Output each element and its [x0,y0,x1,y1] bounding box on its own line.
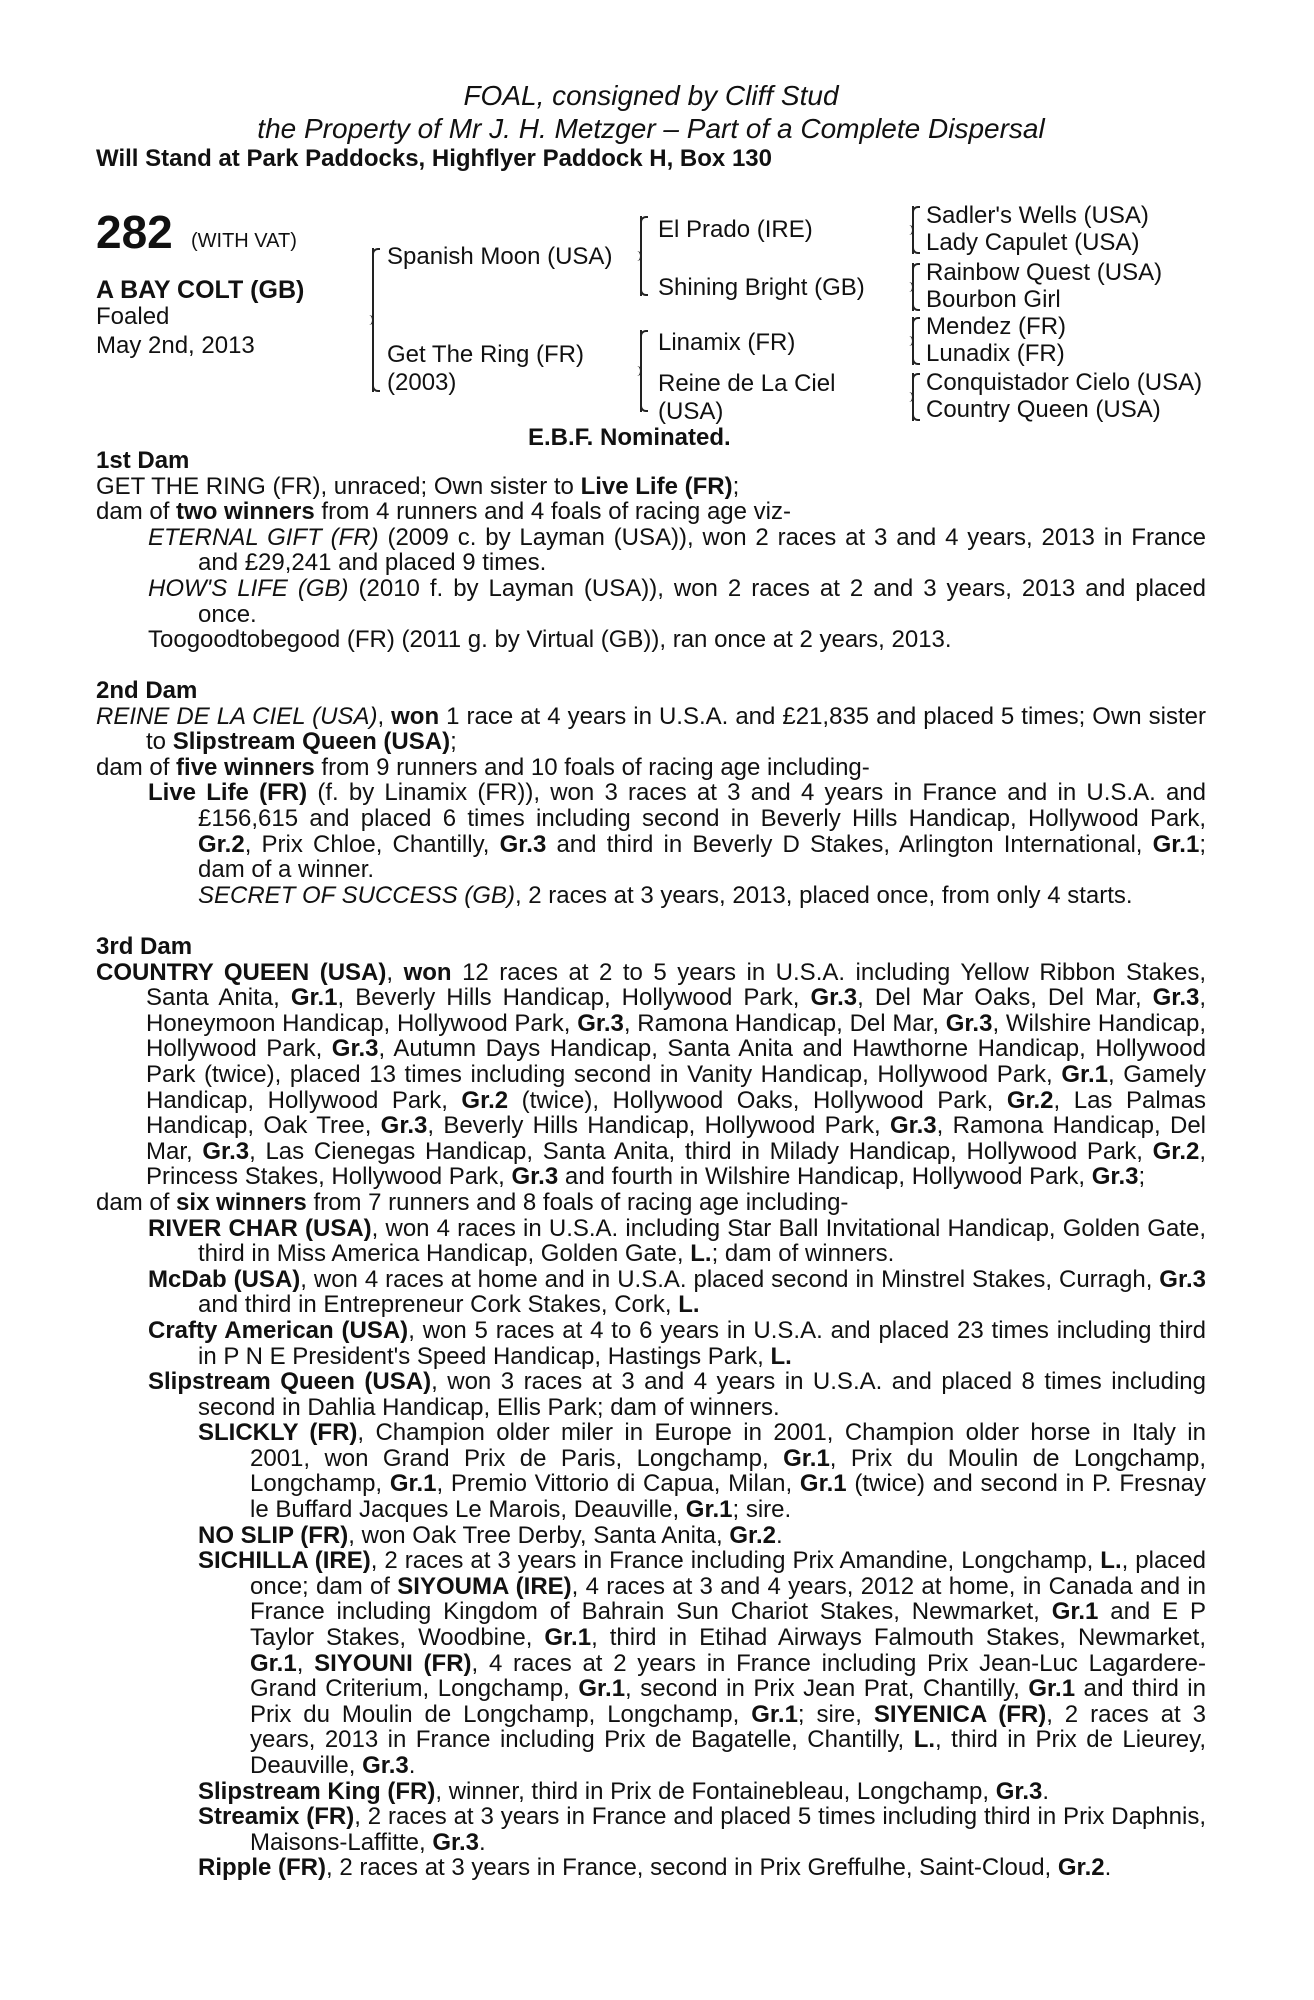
second-dam-section [96,678,1206,908]
foaled-label: Foaled [96,303,170,330]
foaled-info [96,302,255,360]
produce-live-life: Live Life (FR) (f. by Linamix (FR)), won 3 races at 3 and 4 years in France and in U.S.A. and £156,615 and placed 6 times including second in Beverly Hills Handicap, Hollywood Park, Gr.2, Prix Chloe, Chantilly, Gr.3 and third in Beverly D Stakes, Arlington International, Gr.1; dam of a winner. [148,779,1206,884]
first-dam-line: GET THE RING (FR), unraced; Own sister to Live Life (FR); [96,472,740,500]
produce-river-char: RIVER CHAR (USA), won 4 races in U.S.A. including Star Ball Invitational Handicap, Golden Gate, third in Miss America Handicap, Golden Gate, L.; dam of winners. [148,1214,1206,1268]
first-dam-section [96,448,1206,653]
brace-sire-dam [372,248,374,392]
gen3-8: Country Queen (USA) [926,396,1161,423]
produce-secret-of-success: SECRET OF SUCCESS (GB), 2 races at 3 years, 2013, placed once, from only 4 starts. [198,881,1133,909]
gen3-5: Mendez (FR) [926,313,1067,340]
lot-number: 282 [96,206,173,258]
consignor-line: FOAL, consigned by Cliff Stud [463,80,839,111]
property-line: the Property of Mr J. H. Metzger – Part of a Complete Dispersal [257,113,1045,144]
produce-crafty-american: Crafty American (USA), won 5 races at 4 to 6 years in U.S.A. and placed 23 times including third in P N E President's Speed Handicap, Hastings Park, L. [148,1316,1206,1370]
brace-dam [640,330,642,412]
third-dam-produce-intro: dam of six winners from 7 runners and 8 foals of racing age including- [96,1188,849,1216]
gen3-2: Lady Capulet (USA) [926,229,1140,256]
dam-dam-origin: (USA) [658,398,724,425]
produce-slickly: SLICKLY (FR), Champion older miler in Europe in 2001, Champion older horse in Italy in 2001, won Grand Prix de Paris, Longchamp, Gr.1, Prix du Moulin de Longchamp, Longchamp, Gr.1, Premio Vittorio di Capua, Milan, Gr.1 (twice) and second in P. Fresnay le Buffard Jacques Le Marois, Deauville, Gr.1; sire. [198,1419,1207,1524]
produce-hows-life: HOW'S LIFE (GB) (2010 f. by Layman (USA)), won 2 races at 2 and 3 years, 2013 and placed once. [148,574,1206,628]
brace-g2 [912,263,914,311]
produce-toogoodtobegood: Toogoodtobegood (FR) (2011 g. by Virtual (GB)), ran once at 2 years, 2013. [148,626,952,654]
third-dam-section [96,934,1206,1881]
third-dam-heading: 3rd Dam [96,933,193,960]
produce-slipstream-queen: Slipstream Queen (USA), won 3 races at 3 and 4 years in U.S.A. and placed 8 times including second in Dahlia Handicap, Ellis Park; dam of winners. [148,1368,1206,1421]
sire: Spanish Moon (USA) [387,243,613,270]
second-dam-record: REINE DE LA CIEL (USA), won 1 race at 4 years in U.S.A. and £21,835 and placed 5 times; Own sister to Slipstream Queen (USA); [96,702,1207,756]
gen3-7: Conquistador Cielo (USA) [926,369,1203,396]
ebf-nomination: E.B.F. Nominated. [528,424,731,451]
stand-location: Will Stand at Park Paddocks, Highflyer Paddock H, Box 130 [96,145,772,172]
gen3-4: Bourbon Girl [926,286,1061,313]
vat-note: (WITH VAT) [191,230,297,252]
brace-g3 [912,317,914,365]
first-dam-heading: 1st Dam [96,447,190,474]
first-dam-produce-intro: dam of two winners from 4 runners and 4 foals of racing age viz- [96,498,791,526]
dam [387,341,584,397]
dam-sire: Linamix (FR) [658,329,796,356]
gen3-3: Rainbow Quest (USA) [926,259,1163,286]
produce-no-slip: NO SLIP (FR), won Oak Tree Derby, Santa Anita, Gr.2. [198,1521,783,1549]
produce-mcdab: McDab (USA), won 4 races at home and in U.S.A. placed second in Minstrel Stakes, Curragh, Gr.3 and third in Entrepreneur Cork Stakes, Cork, L. [148,1265,1206,1319]
lot-title: A BAY COLT (GB) [96,276,305,304]
dam-name: Get The Ring (FR) [387,341,584,368]
foaled-date: May 2nd, 2013 [96,332,255,359]
gen3-1: Sadler's Wells (USA) [926,202,1149,229]
gen3-6: Lunadix (FR) [926,340,1065,367]
brace-sire [640,216,642,296]
brace-g4 [912,373,914,421]
sire-sire: El Prado (IRE) [658,216,813,243]
sire-dam: Shining Bright (GB) [658,274,865,301]
brace-g1 [912,206,914,254]
produce-streamix: Streamix (FR), 2 races at 3 years in France and placed 5 times including third in Prix Daphnis, Maisons-Laffitte, Gr.3. [198,1803,1206,1856]
second-dam-heading: 2nd Dam [96,677,198,704]
dam-dam-name: Reine de La Ciel [658,370,836,397]
dam-dam [658,370,835,426]
produce-ripple: Ripple (FR), 2 races at 3 years in France, second in Prix Greffulhe, Saint-Cloud, Gr.2. [198,1854,1112,1882]
second-dam-produce-intro: dam of five winners from 9 runners and 10 foals of racing age including- [96,753,870,781]
country-queen-record: COUNTRY QUEEN (USA), won 12 races at 2 to 5 years in U.S.A. including Yellow Ribbon Stakes, Santa Anita, Gr.1, Beverly Hills Handicap, Hollywood Park, Gr.3, Del Mar Oaks, Del Mar, Gr.3, Honeymoon Handicap, Hollywood Park, Gr.3, Ramona Handicap, Del Mar, Gr.3, Wilshire Handicap, Hollywood Park, Gr.3, Autumn Days Handicap, Santa Anita and Hawthorne Handicap, Hollywood Park (twice), placed 13 times including second in Vanity Handicap, Hollywood Park, Gr.1, Gamely Handicap, Hollywood Park, Gr.2 (twice), Hollywood Oaks, Hollywood Park, Gr.2, Las Palmas Handicap, Oak Tree, Gr.3, Beverly Hills Handicap, Hollywood Park, Gr.3, Ramona Handicap, Del Mar, Gr.3, Las Cienegas Handicap, Santa Anita, third in Milady Handicap, Hollywood Park, Gr.2, Princess Stakes, Hollywood Park, Gr.3 and fourth in Wilshire Handicap, Hollywood Park, Gr.3; [96,958,1207,1191]
produce-eternal-gift: ETERNAL GIFT (FR) (2009 c. by Layman (USA)), won 2 races at 3 and 4 years, 2013 in France and £29,241 and placed 9 times. [148,523,1206,577]
dam-year: (2003) [387,369,457,396]
produce-sichilla: SICHILLA (IRE), 2 races at 3 years in France including Prix Amandine, Longchamp, L., placed once; dam of SIYOUMA (IRE), 4 races at 3 and 4 years, 2012 at home, in Canada and in France including Kingdom of Bahrain Sun Chariot Stakes, Newmarket, Gr.1 and E P Taylor Stakes, Woodbine, Gr.1, third in Etihad Airways Falmouth Stakes, Newmarket, Gr.1, SIYOUNI (FR), 4 races at 2 years in France including Prix Jean-Luc Lagardere-Grand Criterium, Longchamp, Gr.1, second in Prix Jean Prat, Chantilly, Gr.1 and third in Prix du Moulin de Longchamp, Longchamp, Gr.1; sire, SIYENICA (FR), 2 races at 3 years, 2013 in France including Prix de Bagatelle, Chantilly, L., third in Prix de Lieurey, Deauville, Gr.3. [198,1547,1207,1779]
produce-slipstream-king: Slipstream King (FR), winner, third in Prix de Fontainebleau, Longchamp, Gr.3. [198,1777,1050,1805]
